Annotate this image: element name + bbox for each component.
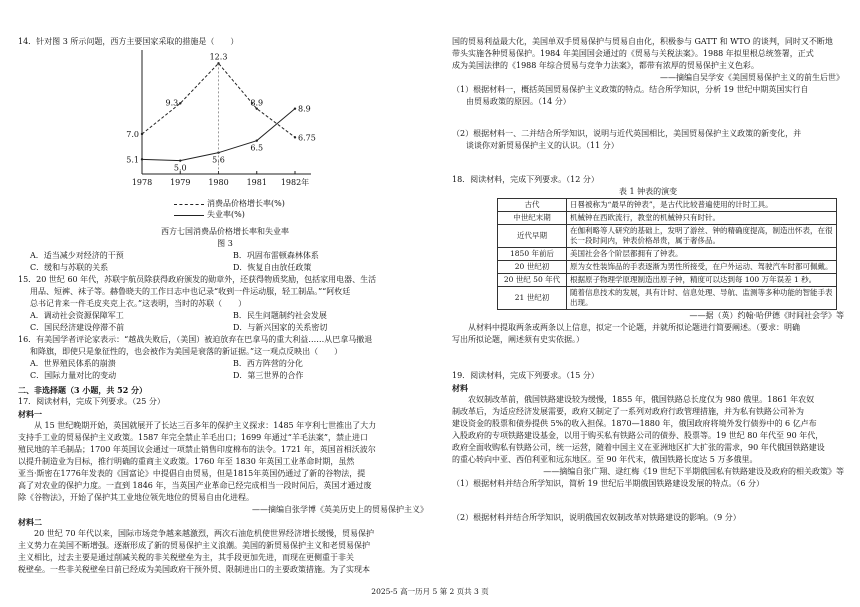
unemployment-data-label: 5.0 — [173, 163, 187, 173]
table-cell-description: 根据原子物理学原理制造出原子钟，精度可以达到每 100 万年误差 1 秒。 — [567, 274, 837, 287]
x-tick-label: 1979 — [170, 178, 191, 187]
price-data-label: 8.9 — [250, 98, 264, 108]
q14-option-c[interactable]: C．缓和与苏联的关系 — [30, 263, 109, 272]
table-cell-era: 古代 — [498, 199, 567, 212]
q15-option-d[interactable]: D．与新兴国家的关系密切 — [233, 323, 328, 332]
chart-figure — [120, 48, 330, 250]
q18-requirement-line: 从材料中提取两条或两条以上信息，拟定一个论题，并就所拟论题进行简要阐述。（要求：明确 — [468, 323, 800, 332]
q18-requirement-line: 写出所拟论题，阐述须有史实依据。） — [452, 335, 584, 344]
q16-option-a[interactable]: A．世界殖民体系的崩溃 — [30, 359, 116, 368]
material-2-line: 主义相比，过去主要是通过削减关税的非关税壁垒为主，其手段更加先进，而现在更侧重于非关 — [18, 553, 354, 562]
q14-options — [18, 250, 428, 274]
material-1-line: 高了对农业的保护力度。一直到 1846 年，当英国产业革命已经完成相当一段时间后，英国才通过废 — [18, 481, 372, 490]
x-tick-label: 1982年 — [280, 178, 310, 187]
q17-1-line: 由贸易政策的原因。（14 分） — [466, 97, 571, 106]
material-2-line: 税壁垒。一些非关税壁垒日前已经成为美国政府干预外贸、限制进出口的主要政策措施。为了实现本 — [18, 565, 370, 574]
price-point — [179, 102, 181, 104]
material-2-line: 主义势力在美国不断增强。逐渐形成了新的贸易保护主义浪潮。美国的新贸易保护主义和老贸易保护 — [18, 541, 370, 550]
material-1-body — [18, 420, 428, 504]
q19-material-line: 农奴制改革前，俄国铁路建设较为缓慢，1855 年，俄国铁路总长度仅为 980 俄里。1861 年农奴 — [468, 395, 815, 404]
price-data-label: 6.75 — [298, 133, 316, 143]
unemployment-data-label: 5.6 — [212, 155, 225, 165]
unemployment-point — [179, 159, 181, 161]
material-2-body — [18, 528, 428, 576]
left-column — [18, 36, 428, 576]
unemployment-point — [141, 158, 143, 160]
table-cell-description: 原为女性装饰品的手表逐渐为男性所接受，在户外运动、驾驶汽车时都可佩戴。 — [567, 261, 837, 274]
q16-option-b[interactable]: B．西方阵营的分化 — [233, 359, 303, 368]
table-cell-era: 中世纪末期 — [498, 212, 567, 225]
price-data-label: 12.3 — [209, 52, 228, 62]
q18-head: 18．阅读材料，完成下列要求。（12 分） — [452, 175, 599, 184]
q17-2-line: （2）根据材料一、二并结合所学知识，说明与近代英国相比，美国贸易保护主义政策的新变化，并 — [452, 129, 802, 138]
q19-material-line: 政府全面收购私有铁路公司，统一运营，随着中国主义在亚洲地区扩大扩张的需求，90 年代俄国铁路建设 — [452, 443, 825, 452]
q19-material-line: 入股政府的专项铁路建设基金，以用于购买私有铁路公司的债券、股票等。19 世纪 80 年代至 90 年代， — [452, 431, 824, 440]
price-data-label: 9.3 — [165, 98, 179, 108]
unemployment-data-label: 6.5 — [250, 143, 264, 153]
table-cell-description: 美国社会各个阶层都拥有了钟表。 — [567, 248, 837, 261]
legend-item-price: 消费品价格增长率(%) — [174, 198, 330, 209]
q19-head: 19．阅读材料，完成下列要求。（15 分） — [452, 371, 599, 380]
table-row — [498, 212, 837, 225]
table-row — [498, 287, 837, 310]
material-1-line: 支持手工业的贸易保护主义政策。1587 年完全禁止羊毛出口；1699 年通过“羊毛法案”，禁止进口 — [18, 433, 368, 442]
x-tick-label: 1981 — [246, 178, 267, 187]
q14-option-d[interactable]: D．恢复自由放任政策 — [233, 263, 312, 272]
material-1-line: 以提升制造业为目标，推行明确的重商主义政策。1760 年至 1830 年英国工业革命时期，虽然 — [18, 457, 355, 466]
table-cell-description: 在伽利略等人研究的基础上，发明了游丝、钟的精确度提高，制造出怀表，在很长一段时间内，钟表价格昂贵，属于奢侈品。 — [567, 225, 837, 248]
clock-evolution-table — [497, 198, 837, 310]
material-1-line: 殖民地的羊毛制品；1700 年英国议会通过一项禁止销售印度棉布的法令。1721 年，英国首相沃波尔 — [18, 445, 376, 454]
material-1-title: 材料一 — [18, 409, 42, 419]
table-source: ——据（英）约翰·哈伊德《时间社会学》等 — [689, 311, 844, 320]
unemployment-data-label: 8.9 — [298, 104, 311, 114]
q19-source: ——摘编自张广翔、逯红梅《19 世纪下半期俄国私有铁路建设及政府的相关政策》等 — [543, 467, 844, 476]
q19-material-title: 材料 — [452, 383, 468, 393]
q14-option-a[interactable]: A．适当减少对经济的干预 — [30, 251, 124, 260]
q17-2-line: 谈谈你对新贸易保护主义的认识。（11 分） — [466, 141, 619, 150]
q14-stem: 14．针对图 3 所示问题，西方主要国家采取的措施是（ ） — [18, 37, 239, 46]
q15-options — [18, 310, 428, 334]
table-row — [498, 225, 837, 248]
table-cell-era: 1850 年前后 — [498, 248, 567, 261]
table-row — [498, 261, 837, 274]
material-1-line: 从 15 世纪晚期开始，英国就展开了长达三百多年的保护主义探求：1485 年亨利七世推出了大力 — [34, 421, 377, 430]
material-2-cont-line: 国的贸易利益最大化，美国单双手贸易保护与贸易自由化，积极参与 GATT 和 WTO 的谈判，同时又不断地 — [452, 37, 833, 46]
material-2-line: 20 世纪 70 年代以来，国际市场竞争越来越激烈，两次石油危机使世界经济增长缓慢，贸易保护 — [34, 529, 374, 538]
table-cell-era: 20 世纪初 — [498, 261, 567, 274]
table-row — [498, 274, 837, 287]
price-point — [141, 133, 143, 135]
q15-option-a[interactable]: A．调动社会资源保障军工 — [30, 311, 124, 320]
material-2-source: ——摘编自吴学安《美国贸易保护主义的前生后世》 — [660, 73, 844, 82]
page-footer: 2025-5 高一历月 5 第 2 页共 3 页 — [371, 587, 489, 596]
x-tick-label: 1978 — [131, 178, 153, 187]
price-data-label: 7.0 — [126, 130, 139, 139]
chart-title: 西方七国消费品价格增长率和失业率 — [161, 227, 289, 236]
table-row — [498, 248, 837, 261]
q16-option-c[interactable]: C．国际力量对比的变动 — [30, 371, 117, 380]
table-cell-era: 20 世纪 50 年代 — [498, 274, 567, 287]
table-cell-description: 随着信息技术的发展，具有计时、信息处理、导航、监测等多种功能的智能手表出现。 — [567, 287, 837, 310]
table-title: 表 1 钟表的演变 — [618, 187, 678, 196]
q15-option-c[interactable]: C．国民经济建设停滞不前 — [30, 323, 125, 332]
right-column — [452, 36, 844, 524]
table-cell-era: 近代早期 — [498, 225, 567, 248]
material-2-cont-line: 成为美国法律的《1988 年综合贸易与竞争力法案》，都带有浓厚的贸易保护主义色彩。 — [452, 61, 759, 70]
q19-material-line: 建设资金的股票和债券提供 5%的收入担保。1870—1880 年，俄国政府将境外发行债券中的 6 亿卢布 — [452, 419, 817, 428]
q16-options — [18, 358, 428, 382]
unemployment-point — [294, 107, 296, 109]
price-point — [256, 107, 258, 109]
q15-line: 15．20 世纪 60 年代，苏联宇航员除获得政府颁发的勋章外，还获得物质奖励，包括家用电器、生活 — [18, 275, 377, 284]
q19-material-line: 制改革后，为适应经济发展需要，政府又制定了一系列对政府行政管理措施，并为私有铁路公司补为 — [452, 407, 804, 416]
unemployment-data-label: 5.1 — [126, 155, 139, 165]
material-1-line: 除《谷物法》，开始了保护其工业地位领先地位的贸易自由化进程。 — [18, 493, 254, 502]
line-chart — [120, 48, 330, 194]
q19-2: （2）根据材料并结合所学知识，说明俄国农奴制改革对铁路建设的影响。（9 分） — [452, 513, 741, 522]
q19-1: （1）根据材料并结合所学知识，简析 19 世纪后半期俄国铁路建设发展的特点。（6 分） — [452, 479, 764, 488]
chart-legend — [120, 198, 330, 220]
material-1-source: ——摘编自张学博《英美历史上的贸易保护主义》 — [252, 505, 428, 514]
q19-material-body — [452, 394, 844, 466]
q17-head: 17．阅读材料，完成下列要求。（25 分） — [18, 397, 165, 406]
table-row — [498, 199, 837, 212]
x-tick-label: 1980 — [208, 178, 229, 187]
table-cell-era: 21 世纪初 — [498, 287, 567, 310]
q16-line: 16．有美国学者评论家表示：“越战失败后，（美国）被迫放弃在巴拿马的重大利益……从巴拿马撤退 — [18, 335, 373, 344]
figure-label: 图 3 — [217, 239, 233, 248]
price-point — [294, 136, 296, 138]
table-cell-description: 机械钟在西欧流行，教堂的机械钟只有时针。 — [567, 212, 837, 225]
q14-option-b[interactable]: B．巩固布雷顿森林体系 — [233, 251, 319, 260]
q16-line: 和降旗，即使只是象征性的，也会被作为美国是衰落的新证据。”这一观点反映出（ ） — [30, 347, 343, 356]
material-1-line: 亚当·斯密在1776年发表的《国富论》中提倡自由贸易，但是1815年英国仍通过了新的谷物法，提 — [18, 469, 366, 478]
section-title: 二、非选择题（3 小题，共 52 分） — [18, 385, 148, 395]
q15-option-b[interactable]: B．民生问题制约社会发展 — [233, 311, 327, 320]
q16-option-d[interactable]: D．第三世界的合作 — [233, 371, 304, 380]
material-2-title: 材料二 — [18, 517, 42, 527]
q15-line: 总书记肯来一件毛皮夹克上衣。”这表明，当时的苏联（ ） — [30, 299, 247, 308]
q15-line: 用品、短裤、袜子等。赫鲁晓夫的工作日志中也记录“收到一件运动服，轻工制品。”“阿枚廷 — [30, 287, 351, 296]
unemployment-point — [256, 139, 258, 141]
q19-material-line: 的重心转向中亚、西伯利亚和远东地区。至 90 年代末，俄国铁路长度达 5 万多俄里。 — [452, 455, 758, 464]
q17-1-line: （1）根据材料一，概括英国贸易保护主义政策的特点。结合所学知识，分析 19 世纪中期英国实行自 — [452, 85, 809, 94]
material-2-cont-line: 带头实施各种贸易保护。1984 年美国国会通过的《贸易与关税法案》。1988 年拟里根总统签署，正式 — [452, 49, 814, 58]
table-cell-description: 日晷被称为“最早的钟表”，是古代比较普遍使用的计时工具。 — [567, 199, 837, 212]
legend-item-unemployment: 失业率(%) — [174, 209, 330, 220]
